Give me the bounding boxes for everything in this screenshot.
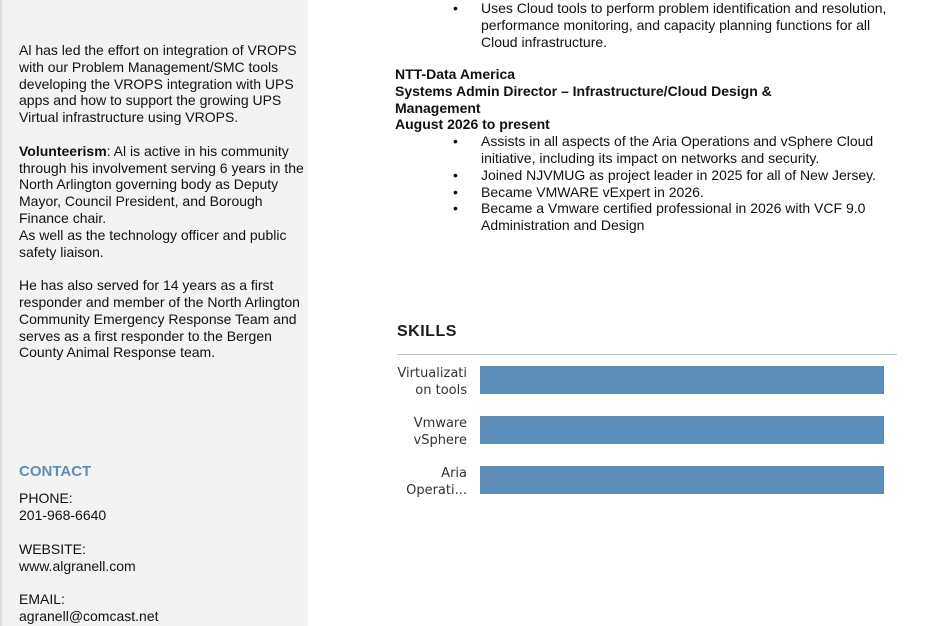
email-link[interactable]: agranell@comcast.net [19, 608, 159, 624]
list-item: • Joined NJVMUG as project leader in 2025 for all of New Jersey. [453, 167, 905, 184]
skill-label: Vmware vSphere [413, 416, 467, 448]
job-dates: August 2026 to present [395, 116, 550, 133]
list-item: • Became VMWARE vExpert in 2026. [453, 184, 905, 201]
skill-bar [480, 366, 884, 394]
skill-label: Virtualizati on tools [397, 366, 467, 398]
skill-label: Aria Operati... [406, 466, 467, 498]
skills-chart [395, 358, 895, 508]
list-item: • Assists in all aspects of the Aria Operations and vSphere Cloud initiative, including its impact on networks and security. [453, 133, 905, 167]
volunteerism-label: Volunteerism [19, 142, 107, 159]
job-company: NTT-Data America [395, 66, 516, 82]
job-entry-ntt [395, 66, 905, 234]
website-label: WEBSITE: [19, 541, 86, 557]
skills-heading: SKILLS [397, 323, 457, 340]
volunteerism-text-2: As well as the technology officer and public safety liaison. [19, 226, 287, 260]
job-bullets [453, 133, 905, 234]
email-label: EMAIL: [19, 591, 65, 607]
previous-job-bullets [453, 0, 903, 50]
contact-website [19, 541, 304, 575]
website-link[interactable]: www.algranell.com [19, 558, 136, 574]
contact-phone [19, 490, 304, 524]
skill-bar [480, 416, 884, 444]
contact-email [19, 591, 304, 625]
bio-paragraph-vrops: Al has led the effort on integration of VROPS with our Problem Management/SMC tools developing the VROPS integration with UPS apps and how to support the growing UPS Virtual infrastructure using VROPS. [19, 42, 297, 126]
contact-heading: CONTACT [19, 463, 92, 480]
list-item: • Became a Vmware certified professional in 2026 with VCF 9.0 Administration and Design [453, 200, 905, 234]
skill-bar [480, 466, 884, 494]
job-title: Systems Admin Director – Infrastructure/Cloud Design & Management [395, 82, 772, 116]
bio-text [19, 42, 304, 378]
volunteerism-text: : Al is active in his community through his involvement serving 6 years in the North Arlington governing body as Deputy Mayor, Council President, and Borough Finance chair. [19, 142, 304, 226]
list-item: • Uses Cloud tools to perform problem identification and resolution, performance monitoring, and capacity planning functions for all Cloud infrastructure. [453, 0, 903, 50]
left-sidebar [0, 0, 308, 626]
bio-paragraph-first-responder: He has also served for 14 years as a first responder and member of the North Arlington Community Emergency Response Team and serves as a first responder to the Bergen County Animal Response team. [19, 277, 300, 361]
phone-label: PHONE: [19, 490, 73, 506]
bio-paragraph-volunteerism [19, 143, 304, 261]
skills-divider [397, 354, 897, 355]
phone-value: 201-968-6640 [19, 507, 107, 523]
